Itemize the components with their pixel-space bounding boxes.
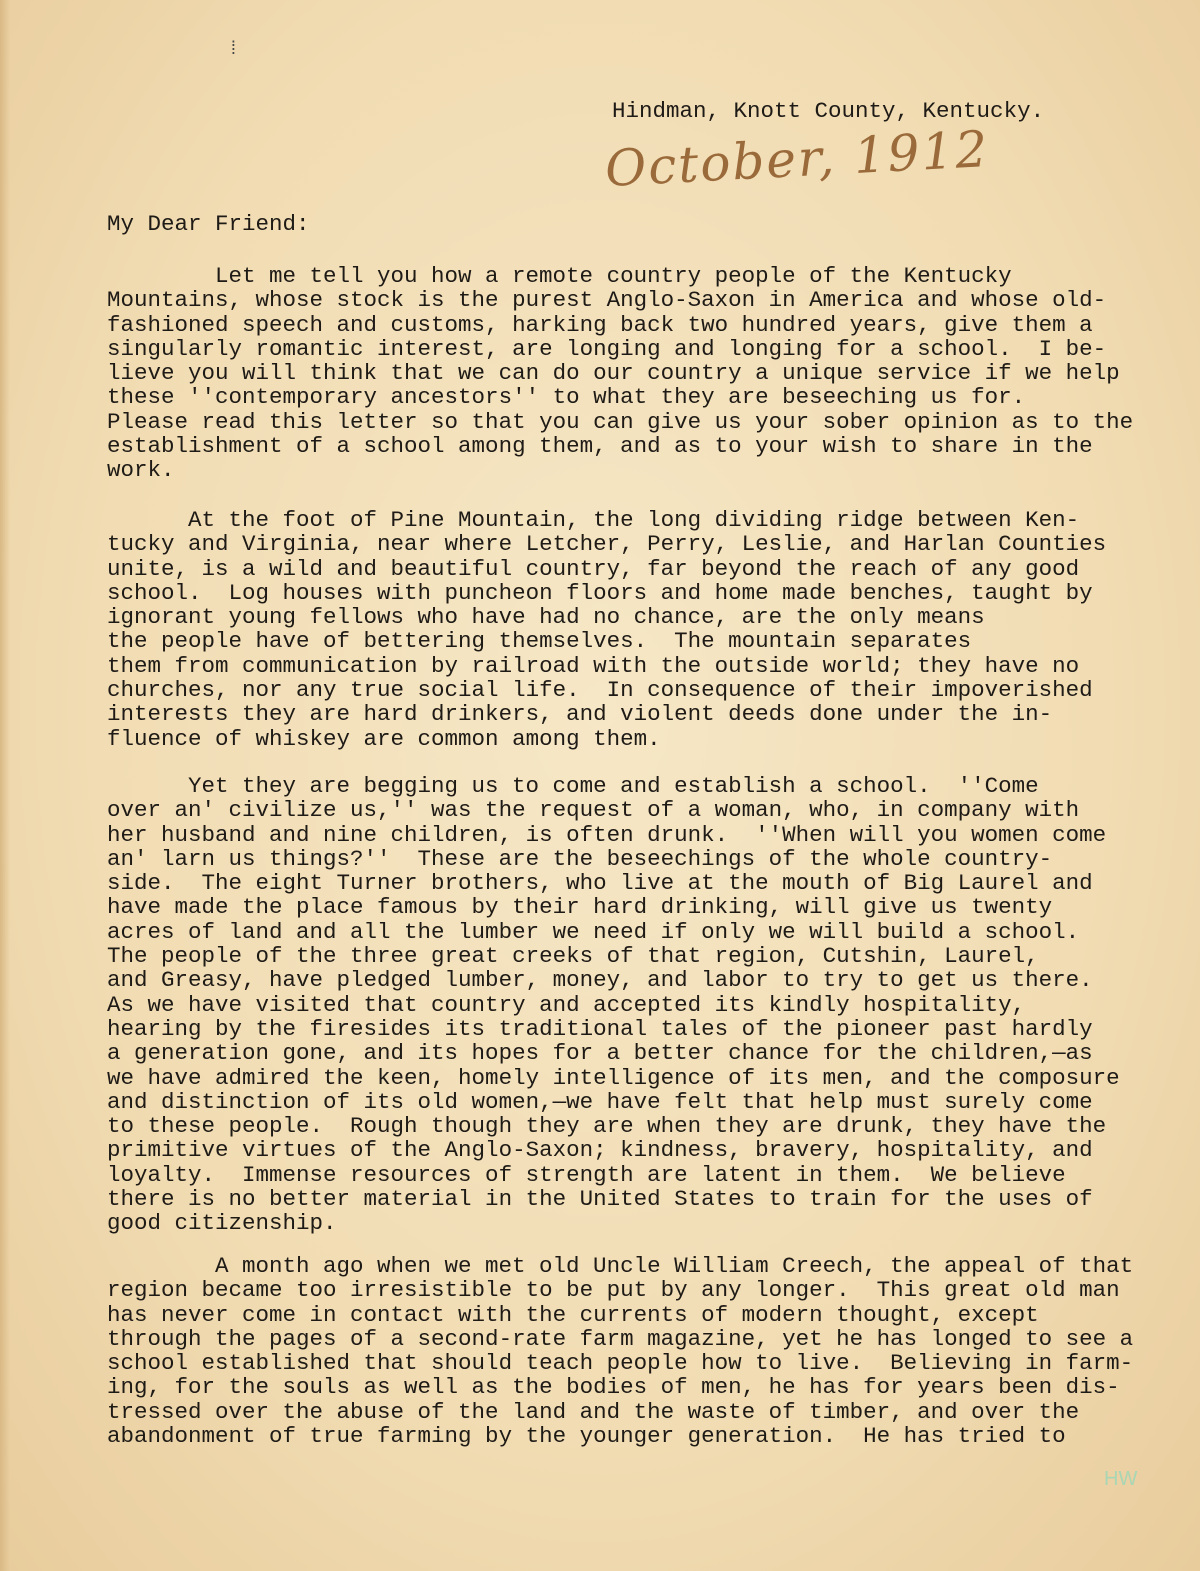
text-line: primitive virtues of the Anglo-Saxon; kindness, bravery, hospitality, and <box>107 1137 1093 1164</box>
text-line: interests they are hard drinkers, and violent deeds done under the in- <box>107 701 1053 728</box>
text-line: Yet they are begging us to come and establish a school. ''Come <box>188 773 1039 799</box>
text-line: school established that should teach people how to live. Believing in farm- <box>107 1350 1134 1377</box>
salutation: My Dear Friend: <box>107 211 310 237</box>
text-line: good citizenship. <box>107 1210 337 1237</box>
text-line: loyalty. Immense resources of strength are latent in them. We believe <box>107 1161 1066 1188</box>
text-line: there is no better material in the United States to train for the uses of <box>107 1186 1093 1213</box>
text-line: abandonment of true farming by the younger generation. He has tried to <box>107 1423 1066 1450</box>
text-line: fluence of whiskey are common among them. <box>107 725 661 752</box>
text-line: acres of land and all the lumber we need if only we will build a school. <box>107 918 1080 945</box>
text-line: ignorant young fellows who have had no chance, are the only means <box>107 604 985 631</box>
text-line: a generation gone, and its hopes for a better chance for the children,—as <box>107 1040 1093 1067</box>
text-line: unite, is a wild and beautiful country, far beyond the reach of any good <box>107 555 1080 582</box>
text-line: side. The eight Turner brothers, who live at the mouth of Big Laurel and <box>107 870 1093 897</box>
text-line: to these people. Rough though they are when they are drunk, they have the <box>107 1113 1107 1140</box>
text-line: school. Log houses with puncheon floors and home made benches, taught by <box>107 579 1093 606</box>
text-line: through the pages of a second-rate farm magazine, yet he has longed to see a <box>107 1325 1134 1352</box>
text-line: and Greasy, have pledged lumber, money, and labor to try to get us there. <box>107 967 1093 994</box>
text-line: fashioned speech and customs, harking back two hundred years, give them a <box>107 311 1093 338</box>
text-line: over an' civilize us,'' was the request of a woman, who, in company with <box>107 797 1080 824</box>
text-line: have made the place famous by their hard drinking, will give us twenty <box>107 894 1053 921</box>
text-line: A month ago when we met old Uncle William Creech, the appeal of that <box>215 1253 1134 1279</box>
paragraph <box>107 508 1106 751</box>
text-line: has never come in contact with the currents of modern thought, except <box>107 1301 1039 1328</box>
text-line: an' larn us things?'' These are the beseechings of the whole country- <box>107 845 1053 872</box>
watermark: HW <box>1104 1468 1138 1490</box>
text-line: hearing by the firesides its traditional tales of the pioneer past hardly <box>107 1015 1093 1042</box>
text-line: Let me tell you how a remote country people of the Kentucky <box>215 263 1012 289</box>
text-line: the people have of bettering themselves. The mountain separates <box>107 628 972 655</box>
paragraph <box>107 1254 1133 1448</box>
ink-mark: ⁞ <box>228 40 239 60</box>
text-line: churches, nor any true social life. In consequence of their impoverished <box>107 677 1093 704</box>
text-line: and distinction of its old women,—we have felt that help must surely come <box>107 1088 1093 1115</box>
text-line: these ''contemporary ancestors'' to what they are beseeching us for. <box>107 384 1026 411</box>
text-line: As we have visited that country and accepted its kindly hospitality, <box>107 991 1026 1018</box>
text-line: establishment of a school among them, and as to your wish to share in the <box>107 433 1093 460</box>
text-line: At the foot of Pine Mountain, the long dividing ridge between Ken- <box>188 507 1080 533</box>
text-line: them from communication by railroad with the outside world; they have no <box>107 652 1080 679</box>
text-line: work. <box>107 457 175 484</box>
text-line: ing, for the souls as well as the bodies of men, he has for years been dis- <box>107 1374 1120 1401</box>
text-line: The people of the three great creeks of that region, Cutshin, Laurel, <box>107 943 1039 970</box>
text-line: singularly romantic interest, are longing and longing for a school. I be- <box>107 335 1107 362</box>
paper-edge-shading <box>0 0 10 1571</box>
handwritten-date: October, 1912 <box>603 119 991 199</box>
text-line: tressed over the abuse of the land and the waste of timber, and over the <box>107 1398 1080 1425</box>
text-line: Please read this letter so that you can give us your sober opinion as to the <box>107 408 1134 435</box>
text-line: we have admired the keen, homely intelligence of its men, and the composure <box>107 1064 1120 1091</box>
text-line: her husband and nine children, is often drunk. ''When will you women come <box>107 821 1107 848</box>
paragraph <box>107 264 1133 483</box>
text-line: lieve you will think that we can do our country a unique service if we help <box>107 360 1120 387</box>
text-line: Mountains, whose stock is the purest Anglo-Saxon in America and whose old- <box>107 287 1107 314</box>
letter-place: Hindman, Knott County, Kentucky. <box>612 98 1045 124</box>
paragraph <box>107 774 1120 1236</box>
text-line: region became too irresistible to be put by any longer. This great old man <box>107 1277 1120 1304</box>
text-line: tucky and Virginia, near where Letcher, Perry, Leslie, and Harlan Counties <box>107 531 1107 558</box>
